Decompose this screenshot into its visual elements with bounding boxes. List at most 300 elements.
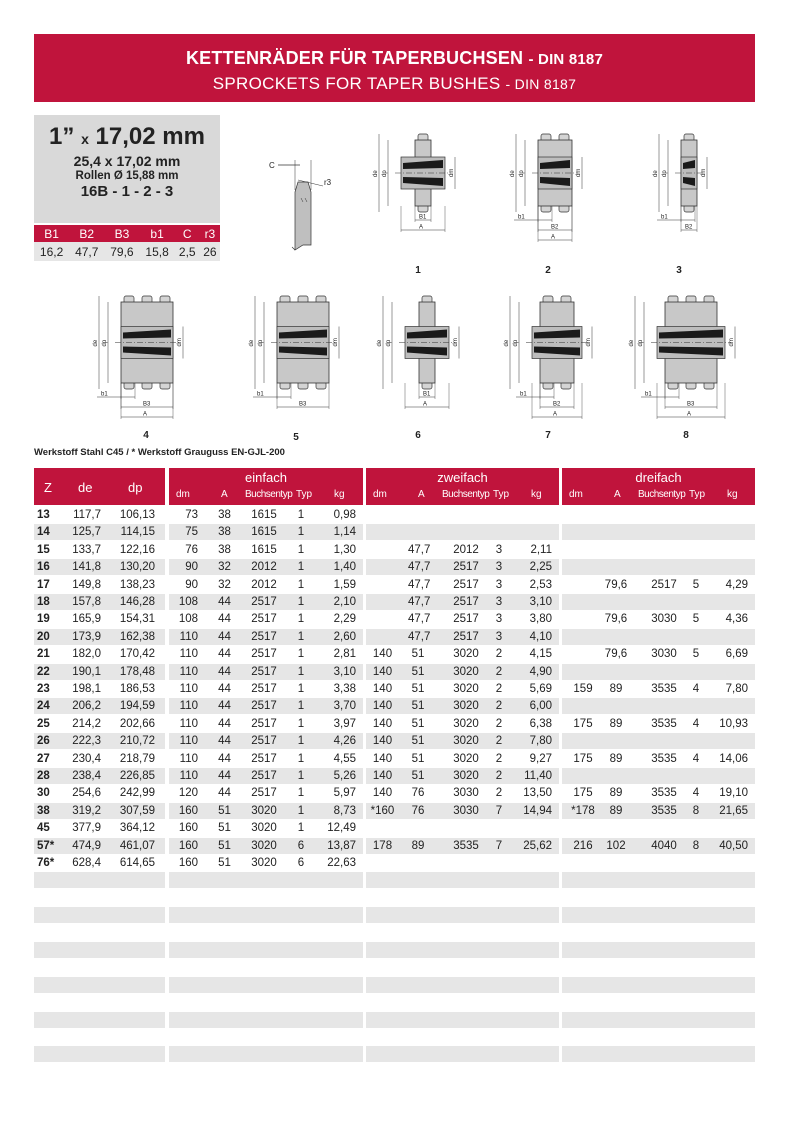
- table-cell: 20: [37, 630, 50, 643]
- svg-text:de: de: [373, 170, 379, 177]
- col-de-header: de: [78, 480, 93, 495]
- table-cell: 3535: [651, 787, 677, 800]
- svg-text:B3: B3: [143, 401, 151, 408]
- table-cell: 140: [372, 683, 393, 695]
- dim-value-2: 79,6: [104, 242, 139, 261]
- table-cell: 110: [179, 683, 198, 695]
- table-cell: 2012: [251, 561, 277, 574]
- table-cell: 175: [573, 787, 593, 800]
- table-cell: 5: [692, 613, 700, 626]
- table-cell: 149,8: [72, 578, 101, 591]
- table-cell: 2,11: [530, 543, 552, 556]
- table-cell: 114,15: [120, 526, 155, 539]
- table-cell: 51: [411, 648, 425, 661]
- col-typ-header: Typ: [493, 489, 510, 500]
- table-cell: 364,12: [119, 822, 155, 835]
- row-stripe: [169, 942, 363, 958]
- table-cell: 3030: [651, 613, 677, 626]
- table-cell: 1615: [251, 543, 277, 556]
- svg-text:dm: dm: [453, 338, 459, 347]
- table-cell: 25: [37, 717, 50, 730]
- table-cell: 1: [297, 630, 305, 643]
- svg-text:dp: dp: [513, 339, 519, 347]
- svg-text:dp: dp: [382, 170, 388, 177]
- figure-number-5: 5: [293, 432, 299, 443]
- svg-text:de: de: [93, 339, 99, 347]
- table-cell: 110: [179, 665, 198, 678]
- table-cell: 17: [37, 578, 50, 591]
- table-cell: 146,28: [119, 596, 155, 608]
- table-cell: 3020: [251, 839, 277, 852]
- row-stripe: [562, 872, 755, 888]
- table-header-basic: [34, 468, 165, 505]
- table-cell: 218,79: [119, 752, 155, 765]
- table-cell: 216: [573, 839, 593, 852]
- table-cell: 13,50: [523, 787, 552, 800]
- sprocket-diagram-4: [76, 290, 206, 425]
- table-cell: 47,7: [408, 613, 431, 626]
- table-cell: 2: [495, 752, 503, 765]
- dim-value-5: 26: [200, 242, 220, 261]
- row-stripe: [562, 664, 755, 680]
- svg-text:de: de: [504, 339, 510, 347]
- table-cell: 76: [185, 543, 198, 556]
- table-cell: 122,16: [119, 543, 155, 556]
- table-cell: 186,53: [119, 683, 155, 695]
- table-cell: 2517: [251, 787, 277, 800]
- svg-text:dm: dm: [729, 338, 735, 347]
- dim-header-0: B1: [34, 225, 69, 242]
- svg-text:B2: B2: [553, 401, 561, 408]
- table-cell: 7: [495, 839, 503, 852]
- table-cell: 10,93: [719, 717, 748, 730]
- table-cell: 73: [185, 509, 198, 521]
- table-cell: 51: [411, 752, 425, 765]
- svg-text:dm: dm: [177, 338, 183, 347]
- dim-value-1: 47,7: [69, 242, 104, 261]
- table-cell: 461,07: [119, 839, 155, 852]
- table-cell: 165,9: [72, 613, 101, 626]
- table-cell: 44: [218, 770, 231, 782]
- table-cell: 51: [411, 665, 425, 678]
- row-stripe: [169, 872, 363, 888]
- table-cell: 3,38: [333, 683, 356, 695]
- table-cell: 44: [218, 752, 231, 765]
- table-cell: 6,69: [725, 648, 748, 661]
- svg-text:B1: B1: [423, 391, 431, 398]
- table-cell: 3020: [453, 683, 479, 695]
- table-cell: 3030: [453, 804, 479, 817]
- table-cell: 110: [179, 700, 198, 713]
- table-cell: 242,99: [119, 787, 155, 800]
- table-cell: 38: [218, 543, 231, 556]
- table-cell: 4,15: [529, 648, 552, 661]
- col-dm-header: dm: [569, 489, 583, 500]
- svg-text:B2: B2: [685, 224, 693, 231]
- figure-number-4: 4: [143, 430, 149, 441]
- table-cell: 76*: [37, 857, 55, 869]
- table-cell: 40,50: [719, 839, 748, 852]
- table-cell: 16: [37, 561, 50, 574]
- table-cell: *178: [571, 804, 595, 817]
- table-cell: 3020: [453, 700, 479, 713]
- table-cell: 3020: [453, 648, 479, 661]
- table-cell: 44: [218, 735, 231, 748]
- table-cell: 1: [297, 543, 305, 556]
- col-kg-header: kg: [727, 489, 738, 500]
- table-cell: 21,65: [719, 804, 748, 817]
- sprocket-diagram-6: [366, 290, 476, 425]
- table-cell: 79,6: [604, 578, 628, 591]
- table-cell: 1,30: [333, 543, 356, 556]
- svg-text:dm: dm: [701, 168, 707, 177]
- table-cell: 1: [297, 822, 305, 835]
- row-stripe: [169, 907, 363, 923]
- table-cell: 2517: [251, 770, 277, 782]
- row-stripe: [562, 768, 755, 784]
- table-cell: 133,7: [72, 543, 101, 556]
- svg-text:B3: B3: [299, 401, 307, 408]
- table-cell: 628,4: [72, 857, 101, 869]
- table-cell: 120: [178, 787, 198, 800]
- table-cell: 2: [495, 735, 503, 748]
- table-cell: 3020: [251, 822, 277, 835]
- figure-number-8: 8: [683, 430, 689, 441]
- table-cell: 44: [218, 613, 231, 626]
- table-cell: 44: [218, 648, 231, 661]
- figure-number-6: 6: [415, 430, 421, 441]
- svg-text:dp: dp: [638, 339, 644, 347]
- table-cell: 2: [495, 683, 503, 695]
- table-cell: *160: [370, 804, 395, 817]
- sprocket-diagram-8: [630, 290, 740, 425]
- svg-text:A: A: [143, 411, 148, 418]
- row-stripe: [366, 942, 559, 958]
- table-cell: 3: [495, 596, 503, 608]
- table-cell: 32: [218, 561, 231, 574]
- table-cell: 110: [179, 630, 198, 643]
- col-typ-header: Typ: [296, 489, 313, 500]
- dim-value-0: 16,2: [34, 242, 69, 261]
- table-cell: 38: [218, 526, 231, 539]
- col-a-header: A: [221, 489, 228, 500]
- table-cell: 2: [495, 787, 503, 800]
- col-typ-header: Typ: [689, 489, 706, 500]
- table-cell: 5: [692, 578, 700, 591]
- table-cell: 51: [218, 839, 231, 852]
- table-cell: 202,66: [119, 717, 155, 730]
- table-cell: 3020: [251, 857, 277, 869]
- table-cell: 2: [495, 770, 503, 782]
- table-cell: 110: [179, 752, 198, 765]
- svg-text:de: de: [653, 170, 659, 177]
- table-cell: 140: [372, 735, 393, 748]
- svg-text:b1: b1: [518, 214, 525, 221]
- table-cell: 5: [692, 648, 700, 661]
- svg-text:A: A: [419, 224, 424, 231]
- table-cell: 51: [411, 770, 425, 782]
- table-cell: 1: [297, 596, 305, 608]
- table-cell: 160: [178, 822, 198, 835]
- table-cell: 117,7: [73, 509, 101, 521]
- col-kg-header: kg: [531, 489, 542, 500]
- table-cell: 2,10: [333, 596, 356, 608]
- table-cell: 125,7: [72, 526, 101, 539]
- table-cell: 22,63: [327, 857, 356, 869]
- svg-text:dp: dp: [386, 339, 392, 347]
- table-cell: 1: [297, 700, 305, 713]
- table-cell: 238,4: [72, 770, 101, 782]
- table-cell: 28: [37, 770, 50, 782]
- table-cell: 140: [372, 717, 393, 730]
- table-cell: 474,9: [72, 839, 101, 852]
- table-cell: 2517: [453, 613, 479, 626]
- table-cell: 214,2: [72, 717, 101, 730]
- table-cell: 3020: [453, 735, 479, 748]
- table-cell: 76: [411, 787, 425, 800]
- row-stripe: [169, 1012, 363, 1028]
- table-cell: 198,1: [72, 683, 101, 695]
- table-cell: 3: [495, 613, 503, 626]
- dim-header-4: C: [175, 225, 200, 242]
- table-cell: 2,29: [333, 613, 356, 626]
- table-cell: 178: [372, 839, 393, 852]
- table-cell: 4,26: [333, 735, 356, 748]
- table-cell: 3535: [651, 752, 677, 765]
- svg-text:dp: dp: [662, 170, 668, 177]
- svg-text:b1: b1: [645, 391, 652, 398]
- table-cell: 38: [218, 509, 231, 521]
- col-buchsentyp-header: Buchsentyp: [638, 489, 686, 500]
- table-cell: 44: [218, 665, 231, 678]
- table-cell: 44: [218, 630, 231, 643]
- table-cell: 230,4: [72, 752, 101, 765]
- sprocket-diagram-7: [496, 290, 606, 425]
- svg-text:A: A: [687, 411, 692, 418]
- dim-header-1: B2: [69, 225, 104, 242]
- table-cell: 108: [178, 596, 198, 608]
- table-cell: 8: [692, 804, 700, 817]
- table-cell: 4,29: [725, 578, 748, 591]
- table-cell: 140: [372, 665, 393, 678]
- table-cell: 14,94: [523, 804, 552, 817]
- table-cell: 51: [218, 822, 231, 835]
- col-dm-header: dm: [373, 489, 387, 500]
- row-stripe: [366, 1046, 559, 1062]
- table-cell: 4,10: [529, 630, 552, 643]
- col-dm-header: dm: [176, 489, 190, 500]
- table-cell: 194,59: [119, 700, 155, 713]
- group-title-einfach: einfach: [245, 470, 287, 485]
- table-cell: 2517: [251, 735, 277, 748]
- table-cell: 38: [37, 804, 50, 817]
- table-cell: 110: [179, 735, 198, 748]
- table-cell: 13: [37, 509, 50, 521]
- row-stripe: [562, 942, 755, 958]
- table-cell: 2517: [453, 596, 479, 608]
- table-cell: 14,06: [719, 752, 748, 765]
- table-cell: 47,7: [408, 630, 431, 643]
- table-cell: 3020: [453, 752, 479, 765]
- col-a-header: A: [614, 489, 621, 500]
- sprocket-diagram-3: [628, 128, 738, 248]
- table-cell: 254,6: [72, 787, 101, 800]
- row-stripe: [34, 872, 165, 888]
- table-cell: 2517: [251, 752, 277, 765]
- dim-header-2: B3: [104, 225, 139, 242]
- table-cell: 3,10: [529, 596, 552, 608]
- row-stripe: [562, 733, 755, 749]
- table-cell: 6: [297, 839, 305, 852]
- table-cell: 51: [411, 700, 425, 713]
- sprocket-diagram-1: [362, 128, 472, 248]
- svg-text:A: A: [553, 411, 558, 418]
- svg-text:A: A: [423, 401, 428, 408]
- table-cell: 18: [37, 596, 50, 608]
- table-cell: 2517: [251, 596, 277, 608]
- table-cell: 140: [372, 700, 393, 713]
- table-cell: 6,00: [529, 700, 552, 713]
- svg-text:de: de: [510, 170, 516, 177]
- table-cell: 90: [185, 578, 198, 591]
- table-cell: 89: [609, 787, 623, 800]
- table-cell: 1: [297, 613, 305, 626]
- table-cell: 1: [297, 735, 305, 748]
- table-cell: 89: [609, 683, 623, 695]
- row-stripe: [34, 942, 165, 958]
- table-cell: 44: [218, 717, 231, 730]
- table-cell: 57*: [37, 839, 55, 852]
- table-cell: 1: [297, 578, 305, 591]
- table-cell: 19: [37, 613, 50, 626]
- table-cell: 8,73: [333, 804, 356, 817]
- table-cell: 1,59: [333, 578, 356, 591]
- table-cell: 3,80: [529, 613, 552, 626]
- row-stripe: [366, 1012, 559, 1028]
- svg-text:B3: B3: [687, 401, 695, 408]
- table-cell: 2517: [251, 700, 277, 713]
- dimension-table: [34, 225, 220, 261]
- table-cell: 51: [411, 683, 425, 695]
- svg-text:B1: B1: [419, 214, 427, 221]
- table-cell: 2012: [251, 578, 277, 591]
- dim-value-4: 2,5: [175, 242, 200, 261]
- svg-text:b1: b1: [257, 391, 264, 398]
- table-cell: 1: [297, 648, 305, 661]
- table-cell: 3020: [453, 770, 479, 782]
- table-cell: 1: [297, 683, 305, 695]
- svg-text:B2: B2: [551, 224, 559, 231]
- table-cell: 154,31: [119, 613, 155, 626]
- table-cell: 3535: [651, 804, 677, 817]
- row-stripe: [562, 559, 755, 575]
- table-cell: 138,23: [119, 578, 155, 591]
- table-cell: 1615: [251, 526, 277, 539]
- table-cell: 377,9: [72, 822, 101, 835]
- table-cell: 4,36: [725, 613, 748, 626]
- svg-text:de: de: [377, 339, 383, 347]
- table-cell: 159: [573, 683, 593, 695]
- table-cell: 110: [179, 648, 198, 661]
- table-cell: 206,2: [72, 700, 101, 713]
- table-cell: 3020: [453, 717, 479, 730]
- table-cell: 23: [37, 683, 50, 695]
- figure-number-1: 1: [415, 265, 421, 276]
- table-cell: 3020: [251, 804, 277, 817]
- svg-text:A: A: [551, 234, 556, 241]
- col-kg-header: kg: [334, 489, 345, 500]
- dim-value-3: 15,8: [140, 242, 175, 261]
- title-banner: [34, 34, 755, 102]
- table-cell: 140: [372, 752, 393, 765]
- table-cell: 44: [218, 787, 231, 800]
- row-stripe: [366, 872, 559, 888]
- row-stripe: [366, 524, 559, 540]
- table-cell: 4: [692, 683, 700, 695]
- row-stripe: [562, 977, 755, 993]
- table-cell: 7,80: [725, 683, 748, 695]
- table-cell: 3: [495, 578, 503, 591]
- table-cell: 4: [692, 752, 700, 765]
- svg-text:b1: b1: [661, 214, 668, 221]
- table-cell: 141,8: [72, 561, 101, 574]
- table-cell: 2517: [251, 665, 277, 678]
- title-english: SPROCKETS FOR TAPER BUSHES - DIN 8187: [212, 74, 577, 93]
- table-cell: 0,98: [333, 509, 356, 521]
- table-cell: 170,42: [119, 648, 155, 661]
- table-cell: 4,55: [333, 752, 356, 765]
- table-cell: 162,38: [119, 630, 155, 643]
- table-cell: 5,97: [333, 787, 356, 800]
- table-cell: 9,27: [529, 752, 552, 765]
- table-cell: 140: [372, 770, 393, 782]
- svg-text:b1: b1: [101, 391, 108, 398]
- table-cell: 140: [372, 648, 393, 661]
- group-title-dreifach: dreifach: [635, 470, 682, 485]
- table-cell: 1: [297, 770, 305, 782]
- table-cell: 175: [573, 717, 593, 730]
- row-stripe: [562, 698, 755, 714]
- svg-text:dm: dm: [449, 168, 455, 177]
- table-cell: 3535: [651, 683, 677, 695]
- dim-header-5: r3: [200, 225, 220, 242]
- table-cell: 76: [411, 804, 425, 817]
- table-cell: 3: [495, 543, 503, 556]
- label-c: C: [269, 161, 275, 170]
- figure-number-3: 3: [676, 265, 682, 276]
- svg-text:dm: dm: [576, 168, 582, 177]
- table-cell: 4,90: [529, 665, 552, 678]
- table-cell: 160: [178, 804, 198, 817]
- pitch-metric: 25,4 x 17,02 mm: [73, 153, 181, 169]
- table-cell: 2: [495, 700, 503, 713]
- svg-text:dm: dm: [333, 338, 339, 347]
- table-cell: 12,49: [327, 822, 356, 835]
- title-german: KETTENRÄDER FÜR TAPERBUCHSEN - DIN 8187: [185, 48, 604, 68]
- table-cell: 32: [218, 578, 231, 591]
- table-cell: 47,7: [408, 578, 431, 591]
- table-cell: 2,60: [333, 630, 356, 643]
- table-cell: 108: [178, 613, 198, 626]
- table-cell: 89: [609, 804, 623, 817]
- table-cell: 222,3: [72, 735, 101, 748]
- table-cell: 102: [606, 839, 626, 852]
- table-cell: 2,53: [529, 578, 552, 591]
- row-stripe: [562, 1012, 755, 1028]
- table-cell: 3030: [453, 787, 479, 800]
- sprocket-diagram-2: [494, 128, 604, 248]
- table-cell: 1,14: [333, 526, 356, 539]
